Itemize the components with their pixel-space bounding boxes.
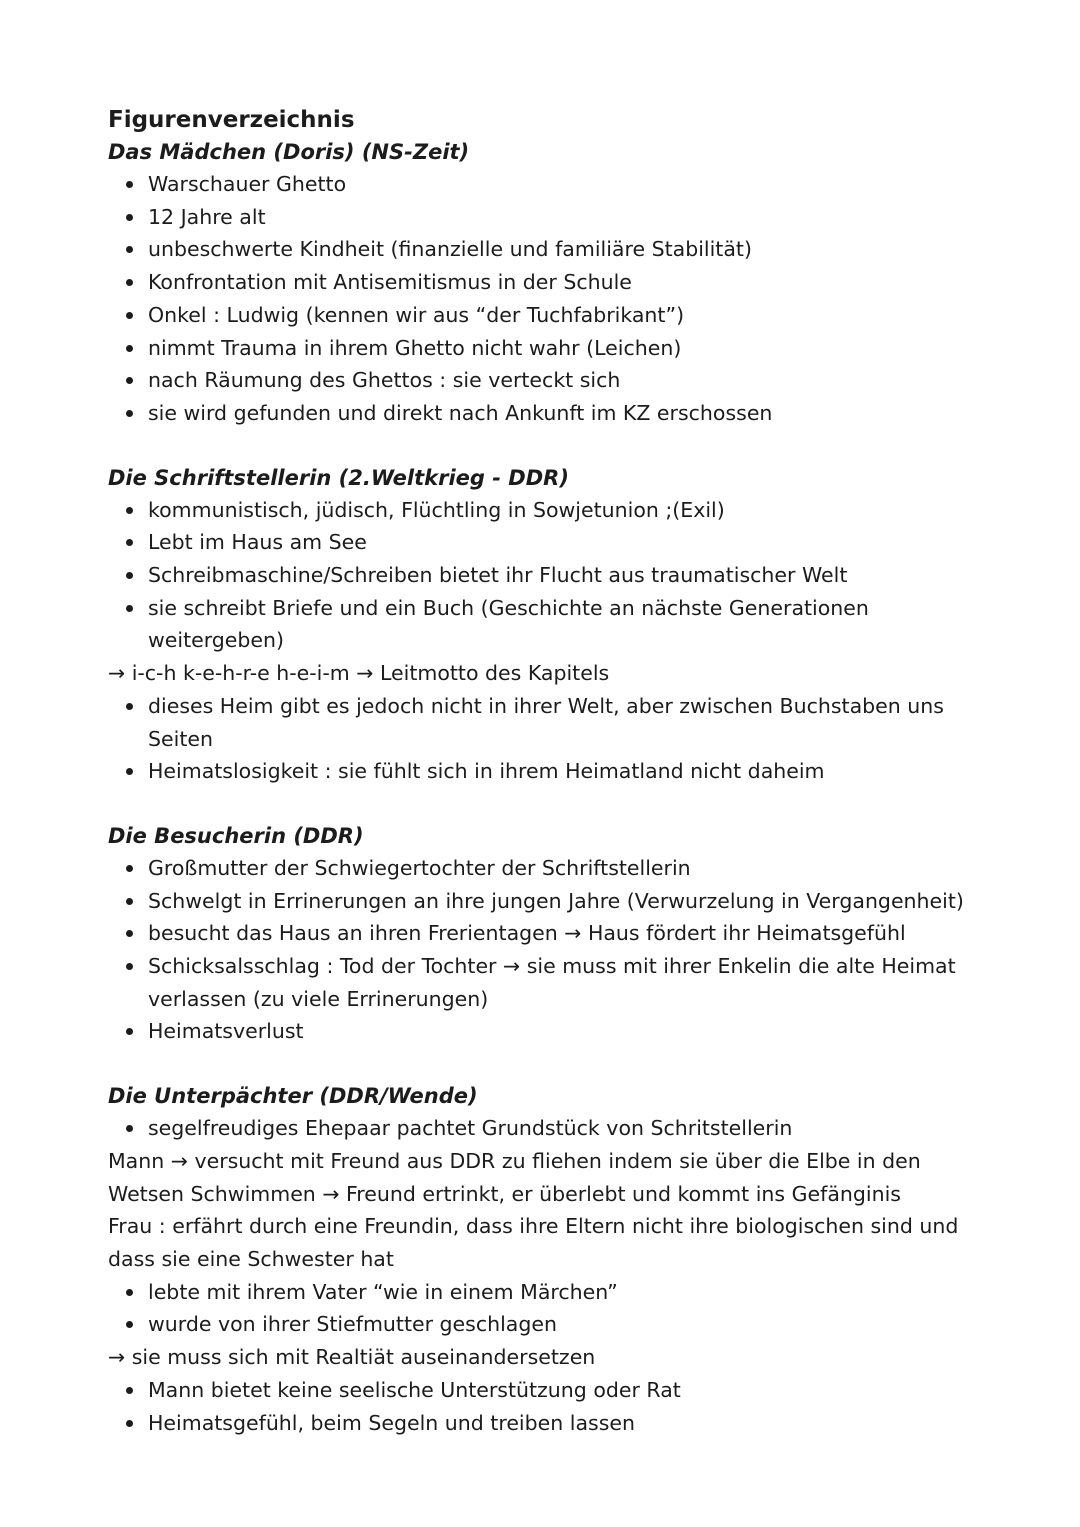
text-line: Frau : erfährt durch eine Freundin, dass ihre Eltern nicht ihre biologischen sind und dass sie eine Schwester hat bbox=[108, 1214, 959, 1271]
section-heading: Die Besucherin (DDR) bbox=[108, 823, 364, 848]
bullet-item: kommunistisch, jüdisch, Flüchtling in Sowjetunion ;(Exil) bbox=[108, 494, 968, 527]
sections-container bbox=[108, 136, 968, 1439]
bullet-item: dieses Heim gibt es jedoch nicht in ihrer Welt, aber zwischen Buchstaben uns Seiten bbox=[108, 690, 968, 755]
bullet-item: wurde von ihrer Stiefmutter geschlagen bbox=[108, 1308, 968, 1341]
bullet-item: lebte mit ihrem Vater “wie in einem Märchen” bbox=[108, 1276, 968, 1309]
bullet-item: Konfrontation mit Antisemitismus in der Schule bbox=[108, 266, 968, 299]
document-title: Figurenverzeichnis bbox=[108, 107, 355, 133]
bullet-item: segelfreudiges Ehepaar pachtet Grundstück von Schritstellerin bbox=[108, 1112, 968, 1145]
bullet-item: nach Räumung des Ghettos : sie verteckt sich bbox=[108, 364, 968, 397]
text-line: Mann → versucht mit Freund aus DDR zu fliehen indem sie über die Elbe in den Wetsen Schwimmen → Freund ertrinkt, er überlebt und kommt ins Gefänginis bbox=[108, 1148, 921, 1206]
bullet-item: Heimatsgefühl, beim Segeln und treiben lassen bbox=[108, 1407, 968, 1440]
section bbox=[108, 136, 968, 430]
bullet-item: 12 Jahre alt bbox=[108, 201, 968, 234]
bullet-item: Schwelgt in Errinerungen an ihre jungen Jahre (Verwurzelung in Vergangenheit) bbox=[108, 885, 968, 918]
arrow-note: → sie muss sich mit Realtiät auseinandersetzen bbox=[108, 1345, 596, 1370]
section-heading: Die Unterpächter (DDR/Wende) bbox=[108, 1084, 478, 1109]
section-heading: Das Mädchen (Doris) (NS-Zeit) bbox=[108, 140, 470, 164]
bullet-item: unbeschwerte Kindheit (finanzielle und familiäre Stabilität) bbox=[108, 233, 968, 266]
bullet-item: sie wird gefunden und direkt nach Ankunft im KZ erschossen bbox=[108, 397, 968, 430]
bullet-item: Heimatsverlust bbox=[108, 1015, 968, 1048]
section-heading: Die Schriftstellerin (2.Weltkrieg - DDR) bbox=[108, 465, 569, 490]
bullet-item: Schicksalsschlag : Tod der Tochter → sie muss mit ihrer Enkelin die alte Heimat verlassen (zu viele Errinerungen) bbox=[108, 950, 968, 1015]
arrow-note: → i-c-h k-e-h-r-e h-e-i-m → Leitmotto des Kapitels bbox=[108, 661, 610, 686]
document-page bbox=[108, 104, 968, 1439]
section bbox=[108, 1080, 968, 1439]
bullet-item: Mann bietet keine seelische Unterstützung oder Rat bbox=[108, 1374, 968, 1407]
bullet-item: Schreibmaschine/Schreiben bietet ihr Flucht aus traumatischer Welt bbox=[108, 559, 968, 592]
bullet-item: Lebt im Haus am See bbox=[108, 526, 968, 559]
bullet-item: Warschauer Ghetto bbox=[108, 168, 968, 201]
section bbox=[108, 462, 968, 788]
bullet-item: besucht das Haus an ihren Frerientagen → Haus fördert ihr Heimatsgefühl bbox=[108, 917, 968, 950]
section bbox=[108, 820, 968, 1048]
bullet-item: sie schreibt Briefe und ein Buch (Geschichte an nächste Generationen weitergeben) bbox=[108, 592, 968, 657]
bullet-item: Großmutter der Schwiegertochter der Schriftstellerin bbox=[108, 852, 968, 885]
bullet-item: Heimatslosigkeit : sie fühlt sich in ihrem Heimatland nicht daheim bbox=[108, 755, 968, 788]
bullet-item: Onkel : Ludwig (kennen wir aus “der Tuchfabrikant”) bbox=[108, 299, 968, 332]
bullet-item: nimmt Trauma in ihrem Ghetto nicht wahr (Leichen) bbox=[108, 332, 968, 365]
